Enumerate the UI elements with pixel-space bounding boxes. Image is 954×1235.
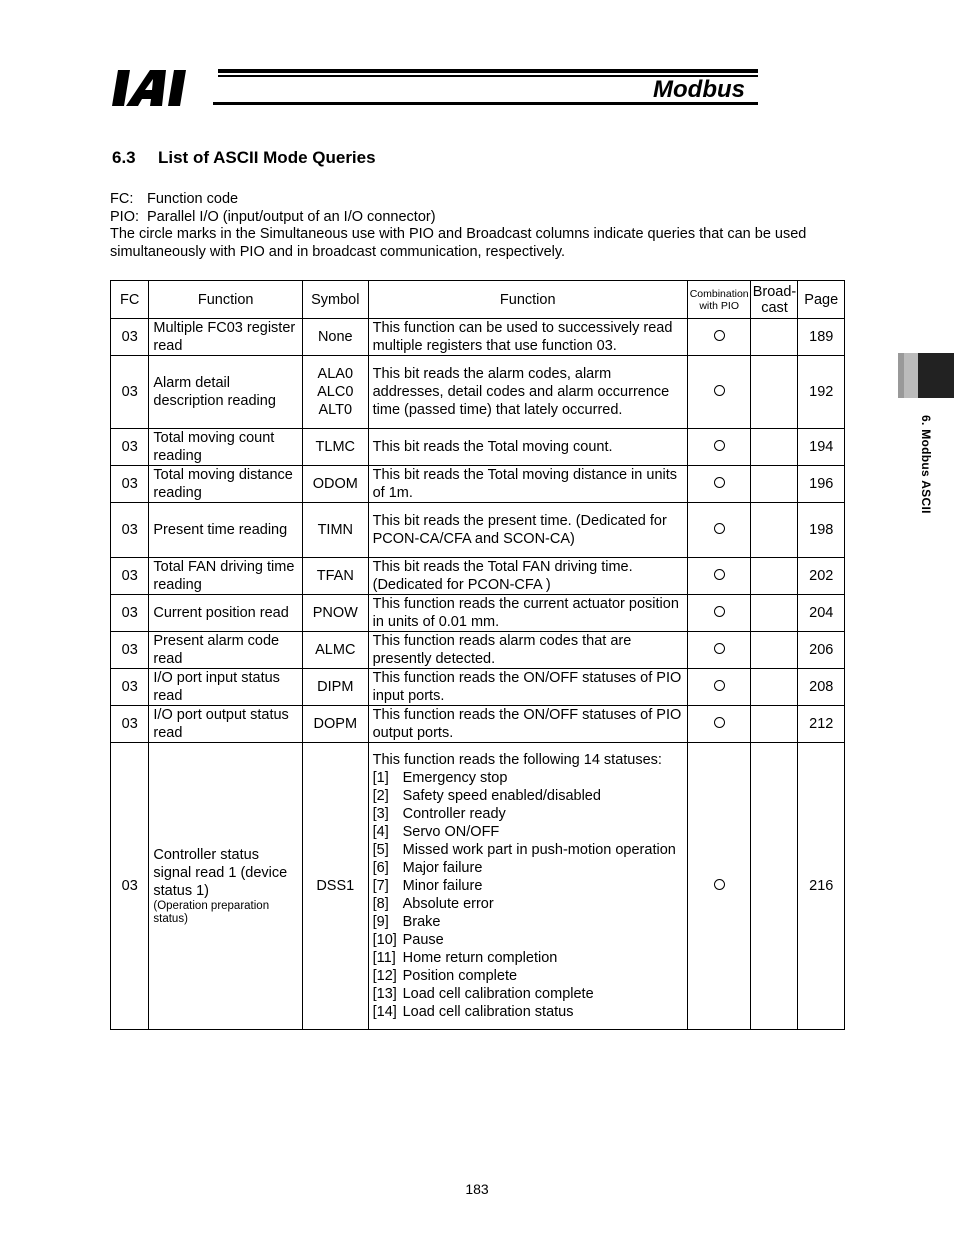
status-index: [11] [372, 950, 396, 966]
status-text: Absolute error [402, 896, 494, 912]
status-list-item [373, 787, 683, 805]
row-combination [687, 466, 751, 503]
row-symbol [302, 356, 368, 429]
circle-mark-icon [714, 330, 725, 341]
status-text: Home return completion [402, 950, 558, 966]
row-broadcast [751, 503, 798, 558]
status-index: [12] [372, 968, 397, 984]
status-text: Servo ON/OFF [402, 824, 500, 840]
row-page: 208 [798, 669, 845, 706]
row-fc: 03 [111, 595, 149, 632]
row-page: 194 [798, 429, 845, 466]
table-row [111, 595, 845, 632]
status-index: [14] [372, 1004, 397, 1020]
status-text: Missed work part in push-motion operation [402, 842, 676, 858]
status-list-item [373, 931, 683, 949]
pio-label: PIO: [110, 208, 140, 225]
row-broadcast [751, 429, 798, 466]
status-index: [2] [372, 788, 389, 804]
row-function: Present alarm code read [149, 632, 303, 669]
row-combination [687, 356, 751, 429]
table-row [111, 632, 845, 669]
row-broadcast [751, 466, 798, 503]
row-function: I/O port output status read [149, 706, 303, 743]
status-text: Emergency stop [402, 770, 508, 786]
status-index: [6] [372, 860, 389, 876]
status-list-item [373, 877, 683, 895]
status-index: [7] [372, 878, 389, 894]
row-description: This bit reads the alarm codes, alarm addresses, detail codes and alarm occurrence time (passed time) that lately occurred. [368, 356, 687, 429]
row-combination [687, 669, 751, 706]
side-tab-label: 6. Modbus ASCII [919, 415, 933, 514]
row-description: This function reads the current actuator position in units of 0.01 mm. [368, 595, 687, 632]
row-symbol: DSS1 [302, 743, 368, 1030]
header-page: Page [798, 281, 845, 319]
status-text: Load cell calibration status [402, 1004, 574, 1020]
table-row [111, 429, 845, 466]
row-function: Total FAN driving time reading [149, 558, 303, 595]
header-combination: Combination with PIO [687, 281, 751, 319]
header-description: Function [368, 281, 687, 319]
row-combination [687, 706, 751, 743]
row-description: This function reads alarm codes that are presently detected. [368, 632, 687, 669]
status-text: Safety speed enabled/disabled [402, 788, 601, 804]
row-broadcast [751, 706, 798, 743]
status-index: [10] [372, 932, 397, 948]
row-fc: 03 [111, 466, 149, 503]
table-row [111, 558, 845, 595]
circle-mark-icon [714, 477, 725, 488]
iai-logo [112, 70, 212, 106]
intro [110, 191, 830, 261]
row-page: 198 [798, 503, 845, 558]
row-symbol: ODOM [302, 466, 368, 503]
row-broadcast [751, 632, 798, 669]
status-index: [5] [372, 842, 389, 858]
status-text: Minor failure [402, 878, 483, 894]
status-text: Major failure [402, 860, 483, 876]
description-intro: This function reads the following 14 statuses: [372, 752, 662, 768]
row-broadcast [751, 743, 798, 1030]
query-table [110, 280, 845, 1030]
row-description: This bit reads the Total moving count. [368, 429, 687, 466]
row-description: This function reads the ON/OFF statuses of PIO input ports. [368, 669, 687, 706]
row-broadcast [751, 595, 798, 632]
circle-mark-icon [714, 385, 725, 396]
row-function-note: (Operation preparation status) [153, 900, 270, 925]
row-fc: 03 [111, 743, 149, 1030]
table-row [111, 669, 845, 706]
section-number: 6.3 [112, 148, 136, 167]
circle-mark-icon [714, 606, 725, 617]
row-combination [687, 558, 751, 595]
status-index: [4] [372, 824, 389, 840]
row-description: This function reads the ON/OFF statuses of PIO output ports. [368, 706, 687, 743]
row-function-text: Controller status signal read 1 (device status 1) [153, 847, 288, 899]
row-function: Alarm detail description reading [149, 356, 303, 429]
status-text: Brake [402, 914, 441, 930]
fc-text: Function code [147, 191, 239, 207]
row-broadcast [751, 669, 798, 706]
row-function: Total moving count reading [149, 429, 303, 466]
status-text: Pause [402, 932, 444, 948]
row-page: 212 [798, 706, 845, 743]
status-list-item [373, 895, 683, 913]
row-page: 196 [798, 466, 845, 503]
row-symbol: None [302, 319, 368, 356]
table-header-row [111, 281, 845, 319]
table-row [111, 356, 845, 429]
row-symbol-line: ALA0 [317, 366, 354, 382]
section-title [112, 148, 376, 168]
status-list-item [373, 841, 683, 859]
circle-mark-icon [714, 717, 725, 728]
header-title: Modbus [653, 76, 745, 103]
intro-fc [110, 191, 830, 209]
header-rule-thick [218, 69, 758, 73]
status-list-item [373, 967, 683, 985]
row-symbol-line: ALC0 [317, 384, 354, 400]
row-broadcast [751, 558, 798, 595]
status-index: [3] [372, 806, 389, 822]
row-description [368, 743, 687, 1030]
row-fc: 03 [111, 706, 149, 743]
header-fc: FC [111, 281, 149, 319]
row-description: This bit reads the present time. (Dedicated for PCON-CA/CFA and SCON-CA) [368, 503, 687, 558]
status-list-item [373, 985, 683, 1003]
row-symbol: ALMC [302, 632, 368, 669]
table-row [111, 466, 845, 503]
row-combination [687, 743, 751, 1030]
table-row [111, 706, 845, 743]
status-list-item [373, 859, 683, 877]
section-title-text: List of ASCII Mode Queries [158, 148, 376, 167]
status-list-item [373, 805, 683, 823]
row-description: This bit reads the Total FAN driving time. (Dedicated for PCON-CFA ) [368, 558, 687, 595]
row-function: Current position read [149, 595, 303, 632]
page-number: 183 [465, 1181, 489, 1197]
circle-mark-icon [714, 569, 725, 580]
row-page: 206 [798, 632, 845, 669]
circle-mark-icon [714, 643, 725, 654]
status-index: [13] [372, 986, 397, 1002]
header-function: Function [149, 281, 303, 319]
row-fc: 03 [111, 356, 149, 429]
row-description: This bit reads the Total moving distance in units of 1m. [368, 466, 687, 503]
circle-mark-icon [714, 879, 725, 890]
row-fc: 03 [111, 429, 149, 466]
row-description: This function can be used to successively read multiple registers that use function 03. [368, 319, 687, 356]
row-combination [687, 632, 751, 669]
status-list-item [373, 769, 683, 787]
row-page: 216 [798, 743, 845, 1030]
circle-mark-icon [714, 440, 725, 451]
row-symbol: DOPM [302, 706, 368, 743]
row-combination [687, 595, 751, 632]
header-symbol: Symbol [302, 281, 368, 319]
fc-label: FC: [110, 191, 134, 207]
row-function [149, 743, 303, 1030]
row-symbol-line: ALT0 [318, 402, 353, 418]
row-symbol: TLMC [302, 429, 368, 466]
status-list-item [373, 949, 683, 967]
row-fc: 03 [111, 558, 149, 595]
row-combination [687, 429, 751, 466]
table-row [111, 319, 845, 356]
status-text: Position complete [402, 968, 518, 984]
row-page: 189 [798, 319, 845, 356]
row-fc: 03 [111, 632, 149, 669]
row-fc: 03 [111, 319, 149, 356]
header-broadcast: Broad-cast [751, 281, 798, 319]
intro-pio [110, 209, 830, 227]
row-broadcast [751, 356, 798, 429]
pio-text: Parallel I/O (input/output of an I/O connector) [147, 208, 436, 225]
row-combination [687, 503, 751, 558]
row-function: Present time reading [149, 503, 303, 558]
status-list-item [373, 823, 683, 841]
row-function: I/O port input status read [149, 669, 303, 706]
row-symbol: PNOW [302, 595, 368, 632]
status-index: [1] [372, 770, 389, 786]
row-fc: 03 [111, 669, 149, 706]
status-list-item [373, 913, 683, 931]
table-row [111, 743, 845, 1030]
table-row [111, 503, 845, 558]
row-broadcast [751, 319, 798, 356]
row-function: Total moving distance reading [149, 466, 303, 503]
row-function: Multiple FC03 register read [149, 319, 303, 356]
status-text: Load cell calibration complete [402, 986, 594, 1002]
status-index: [8] [372, 896, 389, 912]
circle-mark-icon [714, 680, 725, 691]
side-tab-light [904, 353, 918, 398]
row-fc: 03 [111, 503, 149, 558]
row-symbol: TFAN [302, 558, 368, 595]
status-index: [9] [372, 914, 389, 930]
circle-mark-icon [714, 523, 725, 534]
status-text: Controller ready [402, 806, 506, 822]
row-page: 204 [798, 595, 845, 632]
row-symbol: TIMN [302, 503, 368, 558]
row-page: 192 [798, 356, 845, 429]
row-page: 202 [798, 558, 845, 595]
side-tab-black [918, 353, 954, 398]
intro-note: The circle marks in the Simultaneous use with PIO and Broadcast columns indicate queries that can be used simultaneously with PIO and in broadcast communication, respectively. [110, 226, 807, 260]
status-list-item [373, 1003, 683, 1021]
row-combination [687, 319, 751, 356]
row-symbol: DIPM [302, 669, 368, 706]
